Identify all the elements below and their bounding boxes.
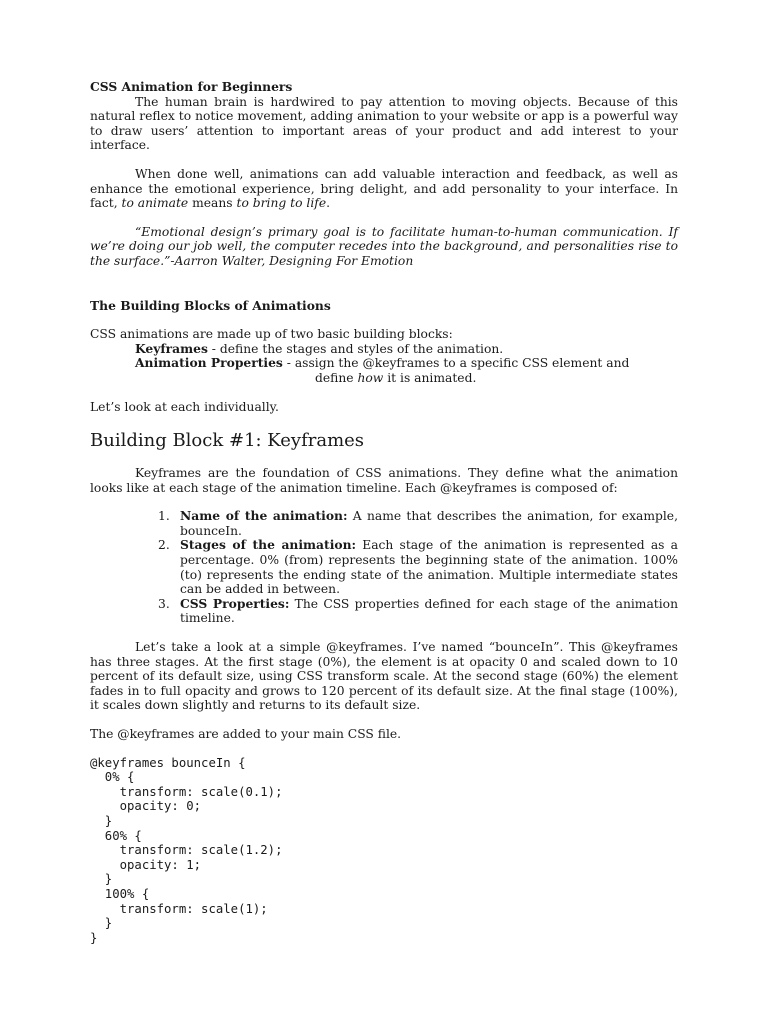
- document-title: CSS Animation for Beginners: [90, 79, 293, 94]
- building-blocks-lead: CSS animations are made up of two basic building blocks:: [90, 327, 453, 342]
- list-item-text: A name that describes the animation, for example, bounceIn.: [180, 509, 678, 538]
- list-item-text: Each stage of the animation is represented as a percentage. 0% (from) represents the beginning state of the animation. 100% (to) represents the ending state of the animation. Multiple intermediate states can be added in between.: [180, 538, 678, 597]
- ap-cont-emphasis: how: [357, 370, 384, 385]
- code-line: }: [90, 916, 113, 931]
- keyframes-desc: - define the stages and styles of the animation.: [207, 341, 504, 356]
- list-item: [90, 597, 678, 626]
- list-item-term: Name of the animation:: [180, 508, 348, 524]
- keyframes-components-list: [90, 509, 678, 626]
- list-item-number: 1.: [158, 509, 170, 524]
- keyframes-paragraph-2: Let’s take a look at a simple @keyframes. I’ve named “bounceIn”. This @keyframes has three stages. At the first stage (0%), the element is at opacity 0 and scaled down to 10 percent of its default size, using CSS transform scale. At the second stage (60%) the element fades in to full opacity and grows to 120 percent of its default size. At the final stage (100%), it scales down slightly and returns to its default size.: [90, 640, 678, 713]
- building-blocks-outro: Let’s look at each individually.: [90, 399, 279, 414]
- keyframes-definition: [90, 342, 678, 357]
- intro-p2-text-a: When done well, animations can add valuable interaction and feedback, as well as enhance the emotional experience, bring delight, and add personality to your interface. In fact,: [90, 166, 678, 211]
- code-line: @keyframes bounceIn {: [90, 755, 246, 770]
- animation-properties-definition: [90, 356, 678, 371]
- list-item: [90, 538, 678, 596]
- code-line: }: [90, 930, 98, 945]
- list-item-number: 2.: [158, 538, 170, 553]
- intro-p2-emphasis-1: to animate: [121, 196, 189, 211]
- intro-p2-text-c: .: [326, 196, 331, 211]
- code-line: opacity: 0;: [90, 799, 202, 814]
- keyframes-term: Keyframes: [135, 340, 208, 356]
- intro-p2-text-b: means: [188, 196, 237, 211]
- animation-properties-continuation: [90, 371, 678, 386]
- intro-paragraph-2: [90, 167, 678, 211]
- keyframes-heading: Building Block #1: Keyframes: [90, 430, 365, 452]
- code-line: transform: scale(1.2);: [90, 843, 283, 858]
- quote-paragraph: [90, 225, 678, 269]
- intro-p2-emphasis-2: to bring to life: [236, 196, 327, 211]
- code-line: transform: scale(0.1);: [90, 784, 283, 799]
- animation-properties-term: Animation Properties: [135, 355, 283, 371]
- code-line: 60% {: [90, 828, 142, 843]
- code-line: 100% {: [90, 886, 150, 901]
- keyframes-paragraph-3: The @keyframes are added to your main CSS file.: [90, 727, 402, 741]
- code-line: opacity: 1;: [90, 857, 202, 872]
- list-item-number: 3.: [158, 596, 170, 611]
- animation-properties-desc: - assign the @keyframes to a specific CSS element and: [282, 356, 630, 371]
- list-item-text: The CSS properties defined for each stage of the animation timeline.: [180, 596, 678, 626]
- ap-cont-text-b: it is animated.: [383, 370, 477, 385]
- list-item-term: CSS Properties:: [180, 595, 290, 611]
- ap-cont-text-a: define: [315, 370, 358, 385]
- keyframes-paragraph-1: Keyframes are the foundation of CSS animations. They define what the animation looks like at each stage of the animation timeline. Each @keyframes is composed of:: [90, 466, 678, 495]
- code-line: }: [90, 813, 113, 828]
- list-item: [90, 509, 678, 538]
- quote-text: “Emotional design’s primary goal is to facilitate human-to-human communication. If we’re doing our job well, the computer recedes into the background, and personalities rise to the surface.”-Aarron Walter, Designing For Emotion: [90, 224, 678, 268]
- code-line: }: [90, 872, 113, 887]
- code-block: [90, 756, 678, 946]
- code-line: 0% {: [90, 770, 135, 785]
- document-page: [90, 80, 678, 945]
- list-item-term: Stages of the animation:: [180, 537, 357, 553]
- code-line: transform: scale(1);: [90, 901, 268, 916]
- intro-paragraph-1: The human brain is hardwired to pay attention to moving objects. Because of this natural reflex to notice movement, adding animation to your website or app is a powerful way to draw users’ attention to important areas of your product and add interest to your interface.: [90, 94, 678, 153]
- building-blocks-heading: The Building Blocks of Animations: [90, 297, 331, 313]
